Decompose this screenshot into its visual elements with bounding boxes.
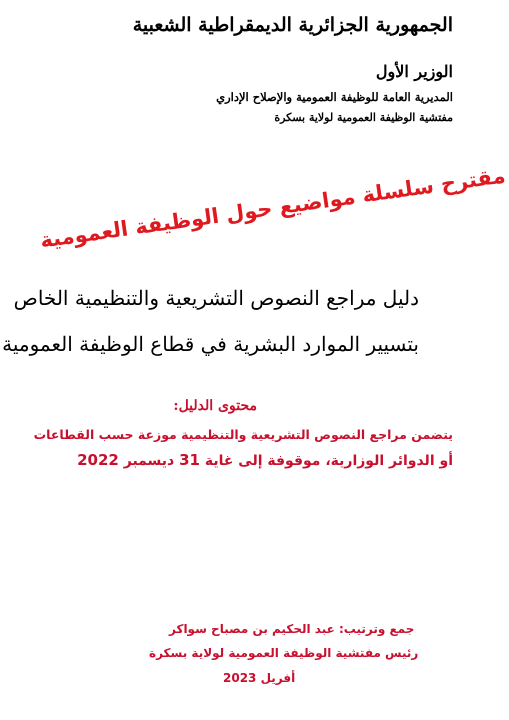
guide-title-line-1: دليل مراجع النصوص التشريعية والتنظيمية الخاص (13, 286, 419, 310)
series-title: مقترح سلسلة مواضيع حول الوظيفة العمومية (38, 163, 507, 253)
content-description-line-2 (77, 451, 453, 469)
cutoff-day: 31 (179, 451, 200, 469)
cutoff-month: ديسمبر (123, 453, 175, 469)
author-position: رئيس مفتشية الوظيفة العمومية لولاية بسكرة (149, 646, 419, 660)
inspectorate-heading: مفتشية الوظيفة العمومية لولاية بسكرة (274, 111, 453, 124)
publication-date: أفريل 2023 (223, 671, 296, 685)
content-heading: محتوى الدليل: (173, 398, 257, 414)
republic-heading: الجمهورية الجزائرية الديمقراطية الشعبية (132, 14, 453, 36)
guide-title-line-2: بتسيير الموارد البشرية في قطاع الوظيفة العمومية (2, 332, 419, 356)
ministry-heading: الوزير الأول (375, 62, 453, 81)
content-description-line-1: يتضمن مراجع النصوص التشريعية والتنظيمية موزعة حسب القطاعات (33, 427, 453, 442)
cutoff-year: 2022 (77, 451, 119, 469)
compiled-by: جمع وترتيب: عبد الحكيم بن مصباح سواكر (169, 622, 415, 636)
content-line-2-prefix: أو الدوائر الوزارية، موقوفة إلى غاية (204, 453, 453, 469)
directorate-heading: المديرية العامة للوظيفة العمومية والإصلاح الإداري (216, 90, 453, 104)
